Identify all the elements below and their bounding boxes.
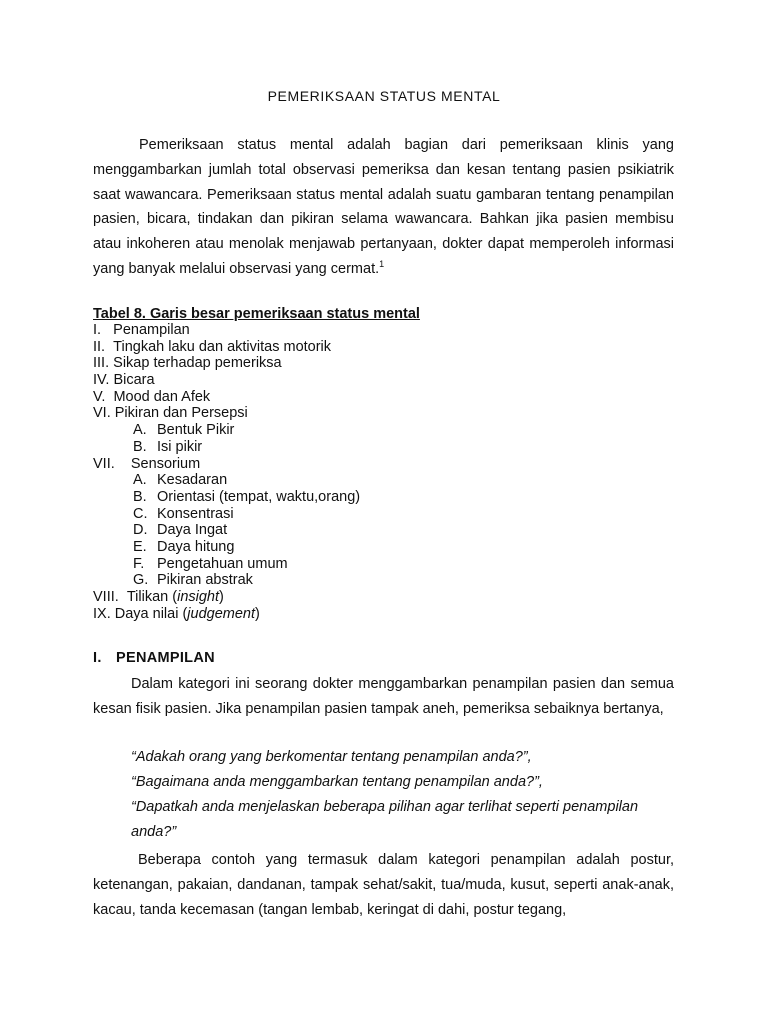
section-paragraph-2: Beberapa contoh yang termasuk dalam kategori penampilan adalah postur, ketenangan, pakaian, dandanan, tampak sehat/sakit, tua/muda, kusut, seperti anak-anak, kacau, tanda kecemasan (tangan lembab, keringat di dahi, postur tegang, <box>93 852 674 918</box>
list-item: A. Bentuk Pikir <box>133 422 235 439</box>
list-item: II. Tingkah laku dan aktivitas motorik <box>93 338 332 355</box>
list-item: D. Daya Ingat <box>133 522 228 539</box>
quote-2: “Bagaimana anda menggambarkan tentang penampilan anda?”, <box>131 774 543 790</box>
list-item: A. Kesadaran <box>133 472 228 489</box>
list-item: VIII. Tilikan (insight) <box>93 589 224 605</box>
list-item: B. Isi pikir <box>133 438 203 455</box>
quote-1: “Adakah orang yang berkomentar tentang penampilan anda?”, <box>131 749 532 765</box>
page-title: PEMERIKSAAN STATUS MENTAL <box>267 88 501 104</box>
list-item: B. Orientasi (tempat, waktu,orang) <box>133 488 361 505</box>
list-item: C. Konsentrasi <box>133 505 234 522</box>
list-item: I. Penampilan <box>93 322 190 338</box>
list-item: VII. Sensorium <box>93 455 201 472</box>
footnote-marker: 1 <box>379 258 385 269</box>
outline-list <box>93 322 653 622</box>
list-item: G. Pikiran abstrak <box>133 572 253 589</box>
list-item: IV. Bicara <box>93 372 155 389</box>
table-title: Tabel 8. Garis besar pemeriksaan status mental <box>93 306 420 322</box>
intro-paragraph <box>93 133 674 282</box>
list-item: F. Pengetahuan umum <box>133 555 288 572</box>
quote-3: “Dapatkah anda menjelaskan beberapa pilihan agar terlihat seperti penampilan anda?” <box>131 799 639 840</box>
section-paragraph-1: Dalam kategori ini seorang dokter menggambarkan penampilan pasien dan semua kesan fisik pasien. Jika penampilan pasien tampak aneh, pemeriksa sebaiknya bertanya, <box>93 676 674 717</box>
list-item: IX. Daya nilai (judgement) <box>93 605 260 622</box>
list-item: VI. Pikiran dan Persepsi <box>93 405 248 422</box>
list-item: III. Sikap terhadap pemeriksa <box>93 355 282 372</box>
list-item: E. Daya hitung <box>133 538 235 555</box>
intro-text: Pemeriksaan status mental adalah bagian dari pemeriksaan klinis yang menggambarkan jumlah total observasi pemeriksa dan kesan tentang pasien psikiatrik saat wawancara. Pemeriksaan status mental adalah suatu gambaran tentang penampilan pasien, bicara, tindakan dan pikiran selama wawancara. Bahkan jika pasien membisu atau inkoheren atau menolak menjawab pertanyaan, dokter dapat memperoleh informasi yang banyak melalui observasi yang cermat. <box>93 137 674 277</box>
section-heading: I. PENAMPILAN <box>93 650 215 666</box>
list-item: V. Mood dan Afek <box>93 388 211 405</box>
